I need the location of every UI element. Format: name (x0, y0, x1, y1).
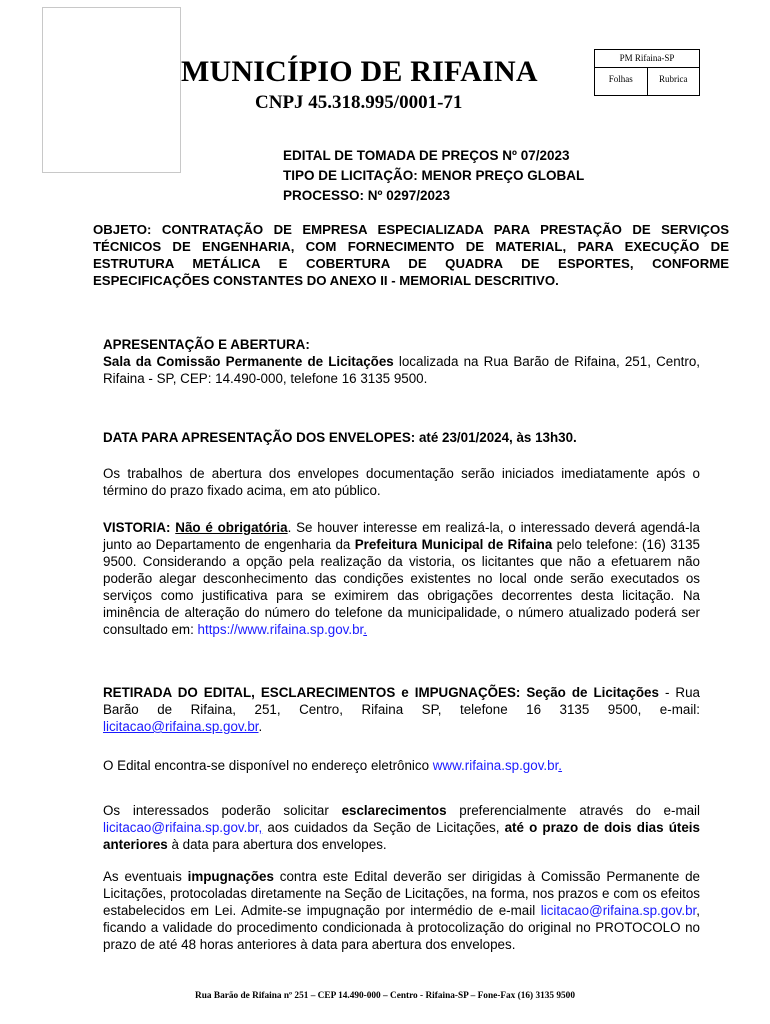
impugnacoes-paragraph (103, 868, 700, 953)
disponivel-text: O Edital encontra-se disponível no endereço eletrônico (103, 758, 433, 773)
logo-placeholder (42, 7, 181, 173)
esclarecimentos-text-2: preferencialmente através do e-mail (446, 803, 700, 818)
impugnacoes-bold: impugnações (187, 869, 274, 884)
edital-process: PROCESSO: Nº 0297/2023 (283, 188, 451, 203)
apresentacao-bold: Sala da Comissão Permanente de Licitações (103, 354, 394, 369)
vistoria-text-2: pelo telefone: (16) 3135 9500. Considerando a opção pela realização da vistoria, os licitantes que não a efetuarem não poderão alegar desconhecimento das condições existentes no local onde serão executados os serviços como justificativa para se eximirem das obrigações decorrentes desta licitação. Na iminência de alteração do número do telefone da municipalidade, o número atualizado poderá ser consultado em: (103, 537, 700, 637)
stamp-rubrica: Rubrica (647, 68, 700, 96)
municipality-title: MUNICÍPIO DE RIFAINA (181, 55, 538, 88)
impugnacoes-text-3: , ficando a validade do procedimento condicionada à protocolização do original no PROTOCOLO no prazo de até 48 horas anteriores à data para abertura dos envelopes. (103, 903, 700, 952)
edital-header (283, 146, 584, 206)
retirada-heading: RETIRADA DO EDITAL, ESCLARECIMENTOS e IMPUGNAÇÕES: Seção de Licitações (103, 685, 659, 700)
impugnacoes-text-1: As eventuais (103, 869, 188, 884)
retirada-text: - Rua Barão de Rifaina, 251, Centro, Rifaina SP, telefone 16 3135 9500, e-mail: (103, 685, 700, 717)
vistoria-url-dot: . (363, 622, 368, 637)
vistoria-label: VISTORIA: (103, 520, 171, 535)
stamp-title: PM Rifaina-SP (595, 50, 699, 68)
esclarecimentos-bold-2: até o prazo de dois dias úteis anteriores (103, 820, 700, 852)
page-footer: Rua Barão de Rifaina nº 251 – CEP 14.490-000 – Centro - Rifaina-SP – Fone-Fax (16) 3135 9500 (195, 991, 575, 1001)
esclarecimentos-bold-1: esclarecimentos (341, 803, 447, 818)
impugnacoes-email-link[interactable]: licitacao@rifaina.sp.gov.br (540, 903, 697, 918)
esclarecimentos-text-3: aos cuidados da Seção de Licitações, (262, 820, 505, 835)
esclarecimentos-comma: , (258, 820, 263, 835)
retirada-dot: . (258, 719, 263, 734)
impugnacoes-text-2: contra este Edital deverão ser dirigidas à Comissão Permanente de Licitações, protocoladas diretamente na Seção de Licitações, na forma, nos prazos e com os efeitos estabelecidos em Lei. Admite-se impugnação por intermédio de e-mail (103, 869, 700, 918)
cnpj-line: CNPJ 45.318.995/0001-71 (255, 92, 463, 113)
trabalhos-paragraph: Os trabalhos de abertura dos envelopes documentação serão iniciados imediatamente após o término do prazo fixado acima, em ato público. (103, 466, 700, 498)
esclarecimentos-text-1: Os interessados poderão solicitar (103, 803, 342, 818)
esclarecimentos-email-link[interactable]: licitacao@rifaina.sp.gov.br (103, 820, 259, 835)
apresentacao-body: localizada na Rua Barão de Rifaina, 251, Centro, Rifaina - SP, CEP: 14.490-000, telefone 16 3135 9500. (103, 354, 700, 386)
apresentacao-heading: APRESENTAÇÃO E ABERTURA: (103, 337, 310, 352)
protocol-stamp (594, 49, 700, 96)
data-envelopes: DATA PARA APRESENTAÇÃO DOS ENVELOPES: até 23/01/2024, às 13h30. (103, 430, 577, 445)
retirada-email-link[interactable]: licitacao@rifaina.sp.gov.br (103, 719, 259, 734)
retirada-paragraph (103, 684, 700, 735)
edital-type: TIPO DE LICITAÇÃO: MENOR PREÇO GLOBAL (283, 168, 585, 183)
stamp-folhas: Folhas (608, 74, 633, 84)
vistoria-nao-obrigatoria: Não é obrigatória (175, 520, 288, 535)
vistoria-text-1: . Se houver interesse em realizá-la, o interessado deverá agendá-la junto ao Departamento de engenharia da (103, 520, 700, 552)
vistoria-paragraph (103, 519, 700, 638)
vistoria-prefeitura: Prefeitura Municipal de Rifaina (354, 537, 553, 552)
disponivel-paragraph (103, 757, 700, 774)
apresentacao-section (103, 336, 700, 387)
edital-number: EDITAL DE TOMADA DE PREÇOS Nº 07/2023 (283, 148, 570, 163)
vistoria-url-link[interactable]: https://www.rifaina.sp.gov.br (197, 622, 364, 637)
disponivel-url-link[interactable]: www.rifaina.sp.gov.br (432, 758, 559, 773)
apresentacao-text (103, 353, 700, 387)
esclarecimentos-text-4: à data para abertura dos envelopes. (167, 837, 387, 852)
disponivel-url-dot: . (558, 758, 563, 773)
objeto-paragraph: OBJETO: CONTRATAÇÃO DE EMPRESA ESPECIALIZADA PARA PRESTAÇÃO DE SERVIÇOS TÉCNICOS DE ENGENHARIA, COM FORNECIMENTO DE MATERIAL, PARA EXECUÇÃO DE ESTRUTURA METÁLICA E COBERTURA DE QUADRA DE ESPORTES, CONFORME ESPECIFICAÇÕES CONSTANTES DO ANEXO II - MEMORIAL DESCRITIVO. (93, 222, 729, 288)
esclarecimentos-paragraph (103, 802, 700, 853)
